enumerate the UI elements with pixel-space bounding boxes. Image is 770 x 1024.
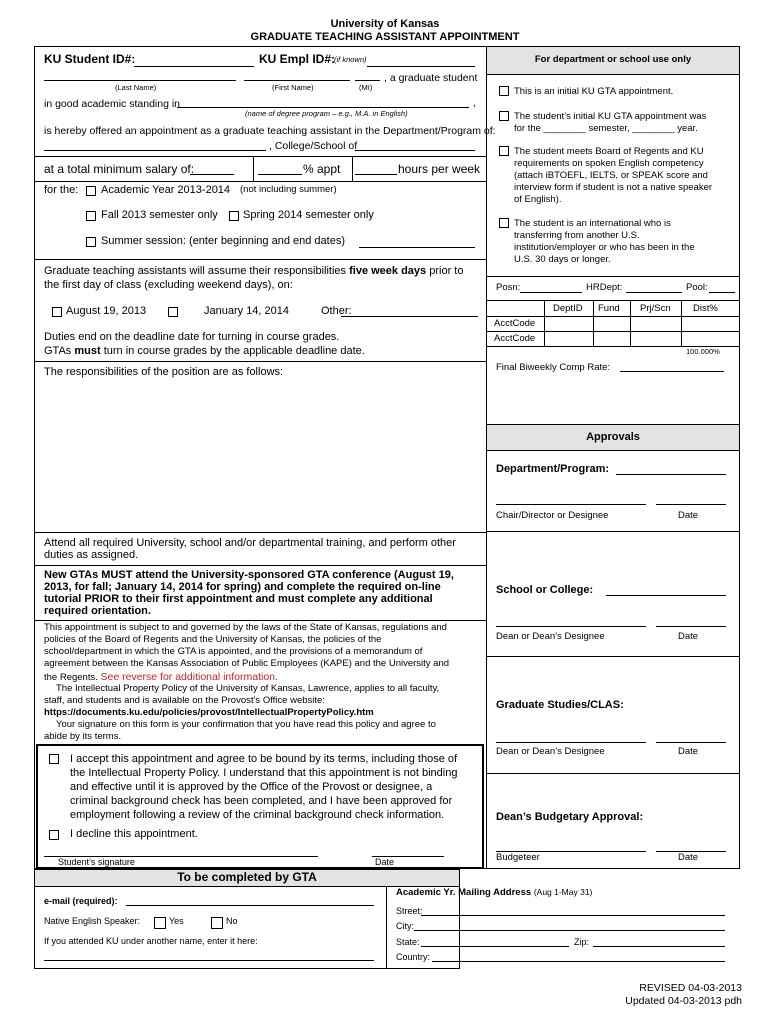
five-week-line-1 [44,265,463,278]
form-title: GRADUATE TEACHING ASSISTANT APPOINTMENT [250,31,520,43]
mi-caption: (MI) [359,83,373,92]
appt-label: % appt [303,162,341,176]
grad-signature-field[interactable] [496,742,646,743]
if-known-note: (if known) [334,55,367,64]
native-no-checkbox[interactable] [211,917,223,929]
school-college-label: School or College: [496,584,594,596]
biweekly-field[interactable] [620,371,724,372]
subject-line-5 [44,671,278,684]
accept-line-1: I accept this appointment and agree to be bound by its terms, including those of [70,753,458,765]
accept-checkbox[interactable] [49,754,59,764]
budgetary-label: Dean’s Budgetary Approval: [496,811,644,823]
pool-field[interactable] [709,292,735,293]
divider [34,620,486,621]
new-gtas-line-4: required orientation. [44,605,151,617]
mi-field[interactable] [355,80,380,81]
international-line-3: institution/employer or who has been in the [514,242,695,253]
department-field[interactable] [44,150,266,151]
good-standing-text: in good academic standing in [44,98,181,110]
posn-label: Posn: [496,282,521,293]
comma: , [473,97,476,109]
grad-date-field[interactable] [656,742,726,743]
updated-date: Updated 04-03-2013 pdh [625,995,742,1007]
country-label: Country: [396,952,431,962]
col-prj-scn: Prj/Scn [640,303,671,314]
international-line-1: The student is an international who is [514,218,671,229]
august-checkbox[interactable] [52,307,62,317]
col-fund: Fund [598,303,620,314]
regents-checkbox[interactable] [499,146,509,156]
attend-line-2: duties as assigned. [44,549,139,561]
acct-row-line [486,316,740,317]
divider [486,450,740,451]
initial-appointment-checkbox[interactable] [499,86,509,96]
divider [486,74,740,75]
native-yes-label: Yes [169,916,184,926]
gtas-text: GTAs [44,345,72,357]
regents-text: the Regents. [44,672,98,683]
hours-field[interactable] [355,174,397,175]
zip-field[interactable] [593,946,725,947]
native-speaker-label: Native English Speaker: [44,916,141,926]
first-name-caption: (First Name) [272,83,314,92]
salary-field[interactable] [190,174,234,175]
divider [486,773,740,774]
divider [34,156,486,157]
state-field[interactable] [421,946,569,947]
dept-program-label: Department/Program: [496,463,610,475]
student-id-label: KU Student ID#: [44,52,136,66]
revised-date: REVISED 04-03-2013 [639,982,742,994]
for-the-label: for the: [44,184,79,196]
accept-line-4: criminal background check has been completed, and I have been approved for [70,795,453,807]
approvals-title: Approvals [586,431,640,443]
acct-col-line [630,300,631,346]
regents-line-1: The student meets Board of Regents and KU [514,146,704,157]
divider [486,276,740,277]
salary-label: at a total minimum salary of: [44,162,195,176]
chair-date-caption: Date [678,510,699,521]
student-initial-line-1: The student’s initial KU GTA appointment was [514,111,707,122]
summer-dates-field[interactable] [359,247,475,248]
grad-date-caption: Date [678,746,699,757]
five-week-text-b: prior to [429,265,464,277]
acct-col-line [544,300,545,346]
first-name-field[interactable] [244,80,350,81]
col-dist: Dist% [693,303,718,314]
dean-caption: Dean or Dean’s Designee [496,631,605,642]
native-yes-checkbox[interactable] [154,917,166,929]
hrdept-field[interactable] [626,292,682,293]
student-id-field[interactable] [134,66,254,67]
empl-id-field[interactable] [367,66,475,67]
not-summer-note: (not including summer) [240,184,337,195]
college-school-text: , College/School of [269,140,358,152]
hours-label: hours per week [398,162,481,176]
divider [386,886,387,969]
native-no-label: No [226,916,238,926]
zip-label: Zip: [574,937,590,947]
subject-line-3: school/department in which the GTA is appointed, and the provisions of a memorandum of [44,646,423,657]
state-label: State: [396,937,420,947]
graduate-student-text: , a graduate student [384,72,478,84]
divider [34,565,486,566]
divider [352,156,353,181]
empl-id-label: KU Empl ID#: [259,52,336,66]
ip-line-3: Your signature on this form is your confirmation that you have read this policy and agree to [56,719,436,730]
attend-line-1: Attend all required University, school and/or departmental training, and perform other [44,537,456,549]
acctcode-row-1: AcctCode [494,318,536,329]
university-name: University of Kansas [330,18,440,30]
accept-line-2: the Intellectual Property Policy. I understand that this appointment is not binding [70,767,458,779]
regents-line-5: of English). [514,194,562,205]
divider [253,156,254,181]
street-label: Street: [396,906,423,916]
responsibilities-label: The responsibilities of the position are as follows: [44,366,284,378]
ip-line-1: The Intellectual Property Policy of the University of Kansas, Lawrence, applies to all faculty, [56,683,440,694]
degree-program-caption: (name of degree program – e.g., M.A. in English) [245,109,408,118]
signature-date-caption: Date [375,857,395,867]
last-name-caption: (Last Name) [115,83,157,92]
five-week-text-a: Graduate teaching assistants will assume their responsibilities [44,265,347,277]
last-name-field[interactable] [44,80,236,81]
academic-year-label: Academic Year 2013-2014 [101,184,231,196]
chair-signature-field[interactable] [496,504,646,505]
dept-use-title: For department or school use only [534,54,692,65]
dept-program-field[interactable] [616,474,726,475]
subject-line-1: This appointment is subject to and governed by the laws of the State of Kansas, regulations and [44,622,447,633]
regents-line-4: interview form if student is not a native speaker [514,182,713,193]
other-date-field[interactable] [341,316,478,317]
street-field[interactable] [421,915,725,916]
budgeteer-caption: Budgeteer [496,852,540,863]
dean-signature-field[interactable] [496,626,646,627]
international-checkbox[interactable] [499,218,509,228]
new-gtas-line-3: tutorial PRIOR to their first appointment and must complete any additional [44,593,433,605]
spring-label: Spring 2014 semester only [243,209,374,221]
international-line-2: transferring from another U.S. [514,230,640,241]
acctcode-row-2: AcctCode [494,333,536,344]
divider [486,424,740,425]
decline-checkbox[interactable] [49,830,59,840]
summer-label: Summer session: (enter beginning and end dates) [101,235,345,247]
grad-dean-caption: Dean or Dean’s Designee [496,746,605,757]
mailing-address-title: Academic Yr. Mailing Address [396,887,532,898]
august-date: August 19, 2013 [66,305,147,317]
city-label: City: [396,921,414,931]
biweekly-label: Final Biweekly Comp Rate: [496,362,611,373]
dist-total: 100.000% [686,347,720,356]
must-text: must [74,345,101,357]
college-field[interactable] [355,150,475,151]
hrdept-label: HRDept: [586,282,623,293]
see-reverse-link[interactable]: See reverse for additional information. [100,671,278,683]
accept-line-5: employment following a review of the criminal background check information. [70,809,445,821]
acct-row-line [486,331,740,332]
divider [34,532,486,533]
chair-caption: Chair/Director or Designee [496,510,609,521]
regents-line-2: requirements on spoken English competency [514,158,704,169]
gta-section-title: To be completed by GTA [177,870,317,884]
spring-checkbox[interactable] [229,211,239,221]
email-field[interactable] [126,905,374,906]
offered-text: is hereby offered an appointment as a graduate teaching assistant in the Department/Program of: [44,125,496,137]
five-week-days: five week days [349,265,427,277]
acct-col-line [681,300,682,346]
country-field[interactable] [432,961,725,962]
chair-date-field[interactable] [656,504,726,505]
regents-line-3: (attach iBTOEFL, IELTS, or SPEAK score and [514,170,708,181]
january-checkbox[interactable] [168,307,178,317]
email-label: e-mail (required): [44,896,118,906]
ip-line-4: abide by its terms. [44,731,122,742]
responsibilities-area[interactable] [44,382,474,530]
international-line-4: U.S. 30 days or longer. [514,254,611,265]
accept-line-3: and effective until it is approved by the Office of the Provost or designee, a [70,781,433,793]
new-gtas-line-1: New GTAs MUST attend the University-sponsored GTA conference (August 19, [44,569,454,581]
col-deptid: DeptID [553,303,583,314]
divider [34,181,486,182]
fall-checkbox[interactable] [86,211,96,221]
gtas-text-b: turn in course grades by the applicable deadline date. [103,345,365,357]
duties-end-text: Duties end on the deadline date for turning in course grades. [44,331,340,343]
gtas-must-line [44,345,365,358]
mailing-dates: (Aug 1-May 31) [533,887,593,897]
other-date-label: Other: [321,305,352,317]
budgeteer-date-caption: Date [678,852,699,863]
divider [34,361,486,362]
other-name-label: If you attended KU under another name, enter it here: [44,936,258,946]
student-initial-line-2: for the ________ semester, ________ year. [514,123,698,134]
academic-year-checkbox[interactable] [86,186,96,196]
pool-label: Pool: [686,282,708,293]
acct-col-line [593,300,594,346]
divider [486,656,740,657]
student-initial-checkbox[interactable] [499,111,509,121]
student-signature-caption: Student’s signature [58,857,135,867]
appt-field[interactable] [258,174,302,175]
january-date: January 14, 2014 [204,305,290,317]
dean-date-caption: Date [678,631,699,642]
mailing-address-label [396,888,592,899]
divider [486,531,740,532]
ip-policy-url[interactable]: https://documents.ku.edu/policies/provost/IntellectualPropertyPolicy.htm [44,707,374,718]
grad-studies-label: Graduate Studies/CLAS: [496,699,624,711]
city-field[interactable] [414,930,725,931]
degree-program-field[interactable] [177,107,469,108]
acct-table-top [486,300,740,301]
summer-checkbox[interactable] [86,237,96,247]
divider [34,259,486,260]
subject-line-4: agreement between the Kansas Association of Public Employees (KAPE) and the University and [44,658,450,669]
posn-field[interactable] [520,292,582,293]
initial-appointment-label: This is an initial KU GTA appointment. [514,86,674,97]
other-name-field[interactable] [44,960,374,961]
five-week-line-2: the first day of class (excluding weekend days), on: [44,279,293,291]
school-college-field[interactable] [606,595,726,596]
new-gtas-line-2: 2013, for fall; January 14, 2014 for spring) and complete the required on-line [44,581,441,593]
dean-date-field[interactable] [656,626,726,627]
ip-line-2: staff, and students and is available on the Provost’s Office website: [44,695,325,706]
column-divider [486,46,487,869]
fall-label: Fall 2013 semester only [101,209,218,221]
subject-line-2: policies of the Board of Regents and the University of Kansas, the policies of the [44,634,382,645]
decline-label: I decline this appointment. [70,828,198,840]
